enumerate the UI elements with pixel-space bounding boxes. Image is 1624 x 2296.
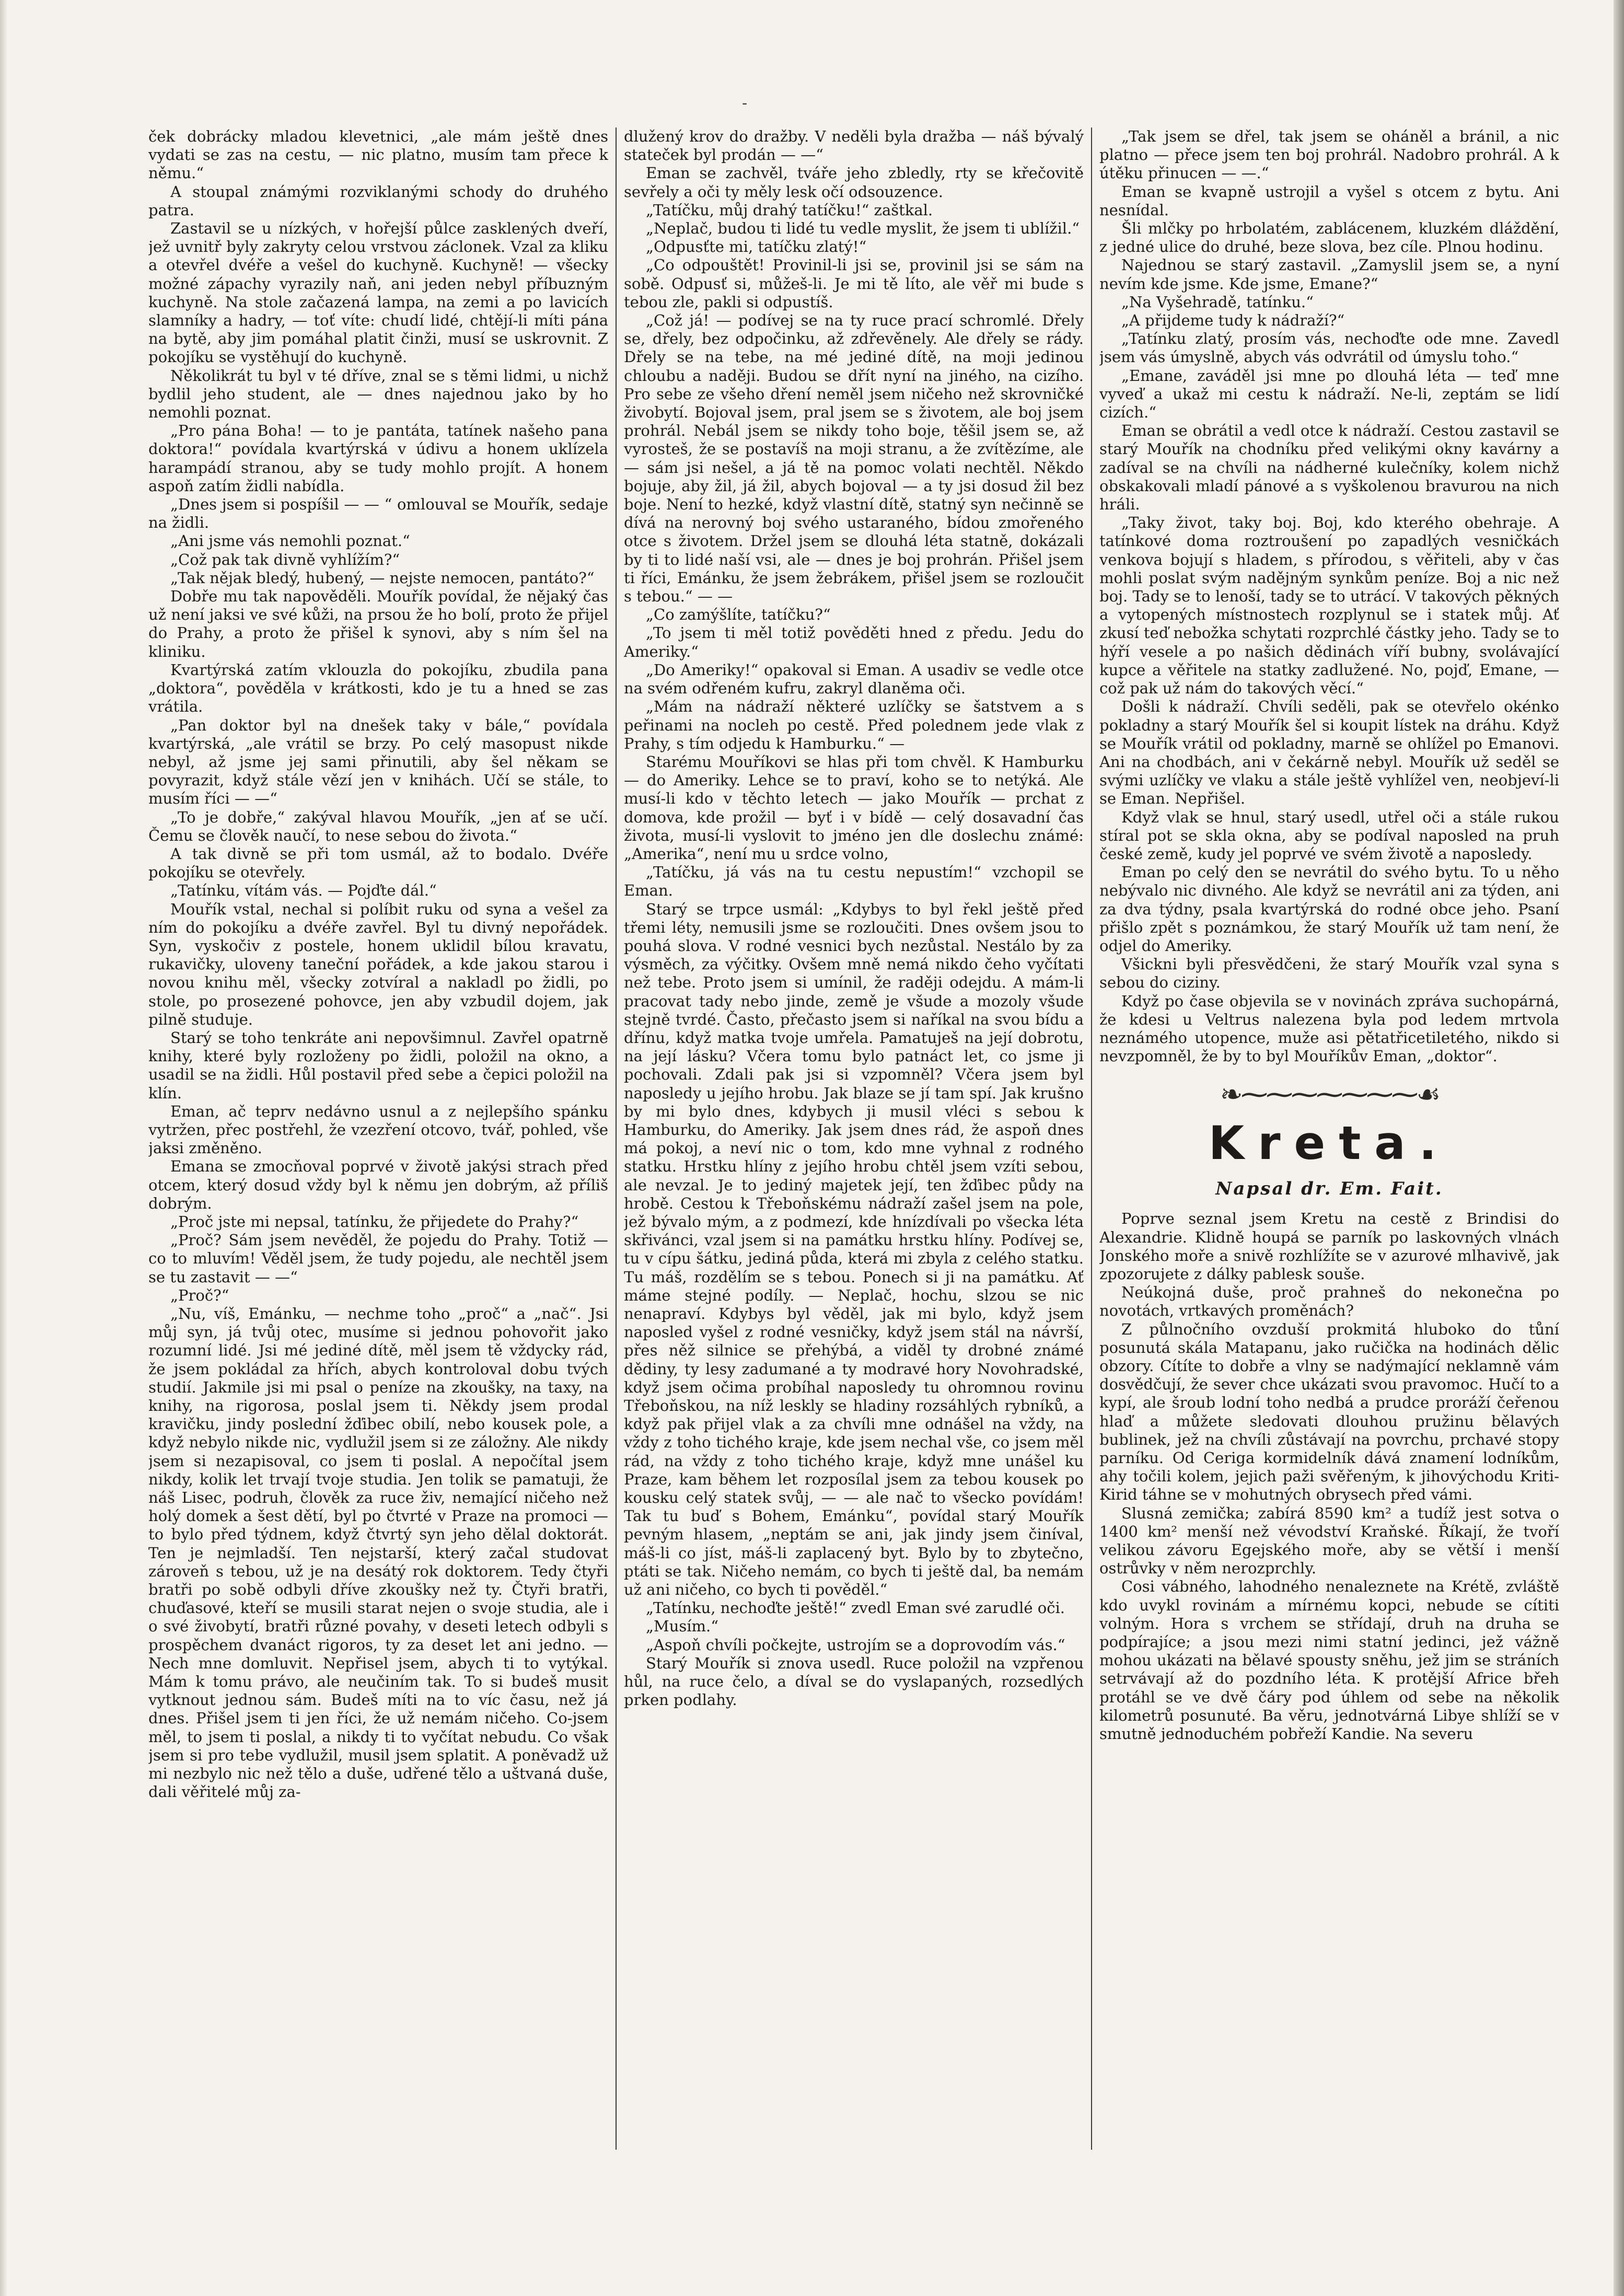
- story-paragraph: „Tak jsem se dřel, tak jsem se oháněl a bránil, a nic platno — přece jsem ten boj prohrál. Nadobro prohrál. A k útěku přinucen — —.“: [1099, 127, 1559, 182]
- story-paragraph: „Aspoň chvíli počkejte, ustrojím se a doprovodím vás.“: [646, 1636, 1065, 1654]
- story-paragraph: „Co odpouštět! Provinil-li jsi se, provinil jsi se sám na sobě. Odpusť si, můžeš-li. Je mi tě líto, ale věř mi bude s tebou zle, pakli si odpustíš.: [624, 256, 1084, 311]
- story-continuation: [1099, 127, 1559, 1065]
- story-paragraph: Eman se obrátil a vedl otce k nádraží. Cestou zastavil se starý Mouřík na chodníku před velikými okny kavárny a zadíval se na chvíli na nádherné kulečníky, kolem nichž obskakovali mladí pánové a s vyškolenou bravurou na nich hráli.: [1099, 422, 1559, 514]
- story-paragraph: „Tatínku, vítám vás. — Pojďte dál.“: [170, 882, 437, 900]
- story-paragraph: „Taky život, taky boj. Boj, kdo kterého obehraje. A tatínkové doma roztroušení po zapadlých vesničkách venkova bojují s hladem, s přírodou, s věřiteli, aby v čas mohli poslat svým nadějným synkům peníze. Boj a nic než boj. Tady se to lenoší, tady se to utrácí. V takových pěkných a vytopených místnostech rozplynul se i statek můj. Ať zkusí teď nebožka schytati rozprchlé částky jeho. Tady se to hýří vesele a po našich dědinách víří bubny, svolávající kupce a věřitele na statky zadlužené. No, pojď, Emane, — což pak už nám do takových věcí.“: [1099, 514, 1559, 698]
- story-paragraph: „Emane, zaváděl jsi mne po dlouhá léta — teď mne vyveď a ukaž mi cestu k nádraží. Ne-li, zeptám se lidí cizích.“: [1099, 366, 1559, 422]
- page-edge-right: [1614, 0, 1624, 2296]
- story-paragraph: „Proč jste mi nepsal, tatínku, že přijedete do Prahy?“: [170, 1212, 579, 1231]
- story-paragraph: A tak divně se při tom usmál, až to bodalo. Dvéře pokojíku se otevřely.: [148, 844, 608, 882]
- kreta-paragraph: Cosi vábného, lahodného nenaleznete na Krétě, zvláště kdo uvykl rovinám a mírnému kopci, nebude se cítiti volným. Hora s vrchem se střídají, druh na druha se podpírajíce; a jsou mezi nimi statní jedinci, jež vážně mohou ukázati na bělavé spousty sněhu, jež jim se stráních setrvávají až do pozdního léta. K protější Africe břeh protáhl se ve dvě čáry pod úhlem od sebe na několik kilometrů posunuté. Ba věru, jednotvárná Libye shlíží se v smutně jednoduchém pobřeží Kandie. Na severu: [1099, 1578, 1559, 1743]
- story-paragraph: „Což pak tak divně vyhlížím?“: [170, 550, 400, 569]
- story-paragraph: Když vlak se hnul, starý usedl, utřel oči a stále rukou stíral pot se skla okna, aby se podíval naposled na pruh české země, kudy jel poprvé ve svém životě a naposledy.: [1099, 808, 1559, 863]
- story-paragraph: „Tatínku zlatý, prosím vás, nechoďte ode mne. Zavedl jsem vás úmyslně, abych vás odvrátil od úmyslu toho.“: [1099, 330, 1559, 366]
- story-paragraph: Najednou se starý zastavil. „Zamyslil jsem se, a nyní nevím kde jsme. Kde jsme, Emane?“: [1099, 256, 1559, 293]
- story-paragraph: Zastavil se u nízkých, v hořejší půlce zasklených dveří, jež uvnitř byly zakryty celou vrstvou záclonek. Vzal za kliku a otevřel dvéře a vešel do kuchyně. Kuchyně! — všecky možné zápachy vyrazily naň, ani jeden nebyl příbuzným kuchyně. Na stole začazená lampa, na zemi a po lavicích slamníky a hadry, — toť víte: chudí lidé, chtějí-li míti pána na bytě, aby jim pomáhal platit činži, musí se uskrovnit. Z pokojíku se vystěhují do kuchyně.: [148, 219, 608, 366]
- story-paragraph: Starý se trpce usmál: „Kdybys to byl řekl ještě před třemi léty, nemusili jsme se rozloučiti. Dnes ovšem jsou to pouhá slova. V rodné vesnici bych nezůstal. Nestálo by za výsměch, za výčitky. Ovšem mně nemá nikdo čeho vyčítati než tebe. Proto jsem si umínil, že raději odejdu. A mám-li pracovat tady nebo jinde, země je všude a mozoly všude stejně tvrdé. Často, přečasto jsem si naříkal na svou bídu a dřínu, když matka tvoje umřela. Pamatuješ na její dobrotu, na její lásku? Včera tomu bylo patnáct let, co jsme ji pochovali. Zdali pak jsi si vzpomněl? Včera jsem byl naposledy u jejího hrobu. Jak blaze se jí tam spí. Jak krušno by mi bylo dnes, kdybych ji musil vléci s sebou k Hamburku, do Ameriky. Jak jsem dnes rád, že aspoň dnes má pokoj, a neví nic o tom, kdo mne vyhnal z rodného statku. Hrstku hlíny z jejího hrobu chtěl jsem vzíti sebou, ale nevzal. Je to jediný majetek její, ten žďibec půdy na hrobě. Cestou k Třeboňskému nádraží zašel jsem na pole, jež bývalo mým, a z podmezí, kde hnízdívali po všecka léta skřivánci, vzal jsem si na památku hrstku hlíny. Podívej se, tu v cípu šátku, jediná půda, která mi zbyla z celého statku. Tu máš, rozdělím se s tebou. Ponech si ji na památku. Ať máme stejné podíly. — Neplač, hochu, slzou se nic nenapraví. Kdybys byl věděl, jak mi bylo, když jsem naposled vyšel z rodné vesničky, když jsem stál na návrší, přes něž silnice se přehýbá, a viděl ty drobné známé dědiny, ty lesy zadumané a ty modravé hory Novohradské, když jsem očima probíhal naposledy tu ohromnou rovinu Třeboňskou, na níž leskly se hladiny rozsáhlých rybníků, a když pak přijel vlak a za chvíli mne odnášel na vždy, na vždy z toho tichého kraje, kde jsem nechal vše, co jsem měl rád, na vždy z toho tichého kraje, když mne unášel ku Praze, kam během let rozposílal jsem za tebou kousek po kousku celý statek svůj, — — ale nač to všecko povídám! Tak tu buď s Bohem, Emánku“, povídal starý Mouřík pevným hlasem, „neptám se ani, jak jindy jsem činíval, máš-li co jíst, máš-li zaplacený byt. Bylo by to zbytečno, ptáti se tak. Ničeho nemám, co bych ti ještě dal, ba nemám už ani ničeho, co bych ti pověděl.“: [624, 900, 1084, 1599]
- story-paragraph: „Musím.“: [646, 1617, 719, 1636]
- kreta-paragraph: Slusná zemička; zabírá 8590 km² a tudíž jest sotva o 1400 km² menší než vévodství Kraňské. Říkají, že tvoří velikou závoru Egejského moře, aby se větší i menší ostrůvky v něm nerozprchly.: [1099, 1504, 1559, 1578]
- story-paragraph: ček dobrácky mladou klevetnici, „ale mám ještě dnes vydati se zas na cestu, — nic platno, musím tam přece k němu.“: [148, 127, 608, 182]
- section-ornament: ❧⁓⁓⁓⁓⁓⁓⁓☙: [1220, 1079, 1439, 1111]
- story-paragraph: Eman se zachvěl, tváře jeho zbledly, rty se křečovitě sevřely a oči ty měly lesk očí odsouzence.: [624, 164, 1084, 201]
- story-paragraph: „Na Vyšehradě, tatínku.“: [1121, 293, 1314, 311]
- story-paragraph: Starému Mouříkovi se hlas při tom chvěl. K Hamburku — do Ameriky. Lehce se to praví, koho se to netýká. Ale musí-li kdo v těchto letech — jako Mouřík — prchat z domova, kde prožil — byť i v bídě — celý dosavadní čas života, musí-li vyslovit to jméno jen dle doslechu známé: „Amerika“, není mu u srdce volno,: [624, 752, 1084, 863]
- story-paragraph: Eman, ač teprv nedávno usnul a z nejlepšího spánku vytržen, přec postřehl, že vzezření otcovo, tvář, pohled, vše jaksi změněno.: [148, 1102, 608, 1157]
- story-paragraph: Mouřík vstal, nechal si políbit ruku od syna a vešel za ním do pokojíku a dvéře zavřel. Byl tu divný nepořádek. Syn, vyskočiv z postele, honem uklidil bílou kravatu, rukavičky, uloveny taneční pořádek, a kde jakou starou i novou knihu měl, všecky zotvíral a nakladl po židli, po stole, po prosezené pohovce, jen aby vzbudil dojem, jak pilně studuje.: [148, 900, 608, 1028]
- story-paragraph: „Což já! — podívej se na ty ruce prací schromlé. Dřely se, dřely, bez odpočinku, až zdřevěnely. Ale dřely se rády. Dřely se na tebe, na mé jediné dítě, na moji jedinou chloubu a naději. Budou se dřít nyní na jiného, na cizího. Pro sebe ze všeho dření neměl jsem ničeho než skrovničké živobytí. Bojoval jsem, pral jsem se s životem, ale boj jsem prohrál. Nebál jsem se nikdy toho boje, těšil jsem se, až vyrosteš, že se postavíš na moji stranu, a že zvítězíme, ale — sám jsi nešel, a já tě na pomoc volati nechtěl. Někdo bojuje, aby žil, já žil, abych bojoval — a ty jsi dosud žil bez boje. Není to hezké, když vlastní dítě, statný syn nečinně se dívá na nerovný boj svého ustaraného, bídou zmořeného otce s životem. Držel jsem se dlouhá léta statně, dokázali by ti to lidé naší vsi, ale — dnes je boj prohrán. Přišel jsem ti říci, Emánku, že jsem žebrákem, přišel jsem se rozloučit s tebou.“ — —: [624, 311, 1084, 606]
- story-paragraph: „Proč?“: [170, 1286, 229, 1304]
- story-paragraph: Eman se kvapně ustrojil a vyšel s otcem z bytu. Ani nesnídal.: [1099, 182, 1559, 219]
- story-paragraph: Emana se zmocňoval poprvé v životě jakýsi strach před otcem, který dosud vždy byl k němu jen dobrým, až příliš dobrým.: [148, 1157, 608, 1212]
- story-paragraph: „Ani jsme vás nemohli poznat.“: [170, 532, 410, 550]
- story-paragraph: A stoupal známými rozviklanými schody do druhého patra.: [148, 182, 608, 219]
- story-paragraph: „Neplač, budou ti lidé tu vedle myslit, že jsem ti ublížil.“: [646, 219, 1080, 238]
- story-paragraph: „Proč? Sám jsem nevěděl, že pojedu do Prahy. Totiž — co to mluvím! Věděl jsem, že tudy pojedu, ale nechtěl jsem se tu zastavit — —“: [148, 1231, 608, 1286]
- print-mark: -: [742, 94, 748, 112]
- story-paragraph: „Tatíčku, já vás na tu cestu nepustím!“ vzchopil se Eman.: [624, 863, 1084, 900]
- column-2: [624, 127, 1084, 2165]
- column-1: [148, 127, 608, 2165]
- story-paragraph: „To je dobře,“ zakýval hlavou Mouřík, „jen ať se učí. Čemu se člověk naučí, to nese sebou do života.“: [148, 808, 608, 844]
- article-byline: Napsal dr. Em. Fait.: [1215, 1178, 1443, 1200]
- kreta-article-body: [1099, 1210, 1559, 1743]
- kreta-paragraph: Poprve seznal jsem Kretu na cestě z Brindisi do Alexandrie. Klidně houpá se parník po laskovných vlnách Jonského moře a snivě rozhlížíte se v azurové mlhavivě, jak zpozorujete z dálky pablesk souše.: [1099, 1210, 1559, 1283]
- story-paragraph: Když po čase objevila se v novinách zpráva suchopárná, že kdesi u Veltrus nalezena byla pod ledem mrtvola neznámého utopence, muže asi pětatřicetiletého, nikdo si nevzpomněl, že by to byl Mouříkův Eman, „doktor“.: [1099, 992, 1559, 1065]
- story-paragraph: „To jsem ti měl totiž pověděti hned z předu. Jedu do Ameriky.“: [624, 624, 1084, 660]
- story-paragraph: „Do Ameriky!“ opakoval si Eman. A usadiv se vedle otce na svém odřeném kufru, zakryl dlaněma oči.: [624, 660, 1084, 698]
- story-paragraph: Dobře mu tak napověděli. Mouřík povídal, že nějaký čas už není jaksi ve své kůži, na prsou že ho bolí, proto že přijel do Prahy, a proto že přišel k synovi, aby s ním šel na kliniku.: [148, 587, 608, 660]
- story-paragraph: „Nu, víš, Emánku, — nechme toho „proč“ a „nač“. Jsi můj syn, já tvůj otec, musíme si jednou pohovořit jako rozumní lidé. Jsi mé jediné dítě, měl jsem tě vždycky rád, že jsem pokládal za hřích, abych kontroloval dobu tvých studií. Jakmile jsi mi psal o peníze na zkoušky, na taxy, na knihy, na rigorosa, poslal jsem ti. Někdy jsem prodal kravičku, jindy poslední žďibec obilí, nebo kousek pole, a když nebylo nikde nic, vydlužil jsem si ze záložny. Ale nikdy jsem si nezapisoval, co jsem ti poslal. A nepočítal jsem nikdy, kolik let trvají tvoje studia. Jen tolik se pamatuji, že náš Lisec, podruh, člověk za ruce živ, nemající ničeho než holý domek a šest dětí, byl po čtvrté v Praze na promoci — to bylo před týdnem, když čtvrtý syn jeho dělal doktorát. Ten je nejmladší. Ten nejstarší, který začal studovat zároveň s tebou, už je na desátý rok doktorem. Tedy čtyři bratři po sobě odbyli dříve zkoušky než ty. Čtyři bratři, chuďasové, kteří se musili starat nejen o svoje studia, ale i o své živobytí, bratři různé povahy, v deseti letech odbyli s prospěchem dvanáct rigoros, ty za deset let ani jedno. — Nech mne domluvit. Nepřisel jsem, abych ti to vytýkal. Mám k tomu právo, ale neučiním tak. To si budeš musit vytknout jednou sám. Budeš míti na to víc času, než já dnes. Přišel jsem ti jen říci, že už nemám ničeho. Co-jsem měl, to jsem ti poslal, a nikdy ti to vyčítat nebudu. Co však jsem si pro tebe vydlužil, musil jsem splatit. A poněvadž už mi nezbylo nic než tělo a duše, udřené tělo a uštvaná duše, dali věřitelé můj za-: [148, 1305, 608, 1801]
- page-shadow-left: [0, 0, 7, 2296]
- story-paragraph: Šli mlčky po hrbolatém, zablácenem, kluzkém dláždění, z jedné ulice do druhé, beze slova, bez cíle. Plnou hodinu.: [1099, 219, 1559, 256]
- story-paragraph: „Odpusťte mi, tatíčku zlatý!“: [646, 238, 867, 256]
- story-paragraph: „A přijdeme tudy k nádraží?“: [1121, 311, 1345, 330]
- kreta-paragraph: Neúkojná duše, proč prahneš do nekonečna po novotách, vrtkavých proměnách?: [1099, 1283, 1559, 1320]
- story-paragraph: „Tatíčku, můj drahý tatíčku!“ zaštkal.: [646, 201, 933, 219]
- kreta-paragraph: Z půlnočního ovzduší prokmitá hluboko do tůní posunutá skála Matapanu, jako ručička na hodinách dělic obzory. Cítíte to dobře a vlny se nadýmající neklamně vám dosvědčují, že sever chce ukázati svou pravomoc. Hučí to a kypí, ale šroub lodní toho nedbá a prudce proráží čeřenou hlaď a můžete sledovati dlouhou pružinu bělavých bublinek, jež na chvíli zůstávají na povrchu, prchavé stopy parníku. Od Ceriga kormidelník dává znamení lodníkům, ahy točili kolem, jejich paži svěřeným, k jihovýchodu Kriti-Kirid táhne se v mohutných obrysech před vámi.: [1099, 1320, 1559, 1504]
- story-paragraph: Došli k nádraží. Chvíli seděli, pak se otevřelo okénko pokladny a starý Mouřík šel si koupit lístek na dráhu. Když se Mouřík vrátil od pokladny, marně se ohlížel po Emanovi. Ani na chodbách, ani v čekárně nebyl. Mouřík už seděl se svými uzlíčky ve vlaku a stále ještě vyhlížel ven, neobjeví-li se Eman. Nepřišel.: [1099, 698, 1559, 808]
- story-paragraph: „Tak nějak bledý, hubený, — nejste nemocen, pantáto?“: [170, 569, 595, 587]
- story-paragraph: „Dnes jsem si pospíšil — — “ omlouval se Mouřík, sedaje na židli.: [148, 495, 608, 532]
- story-paragraph: Kvartýrská zatím vklouzla do pokojíku, zbudila pana „doktora“, pověděla v krátkosti, kdo je tu a hned se zas vrátila.: [148, 660, 608, 716]
- story-paragraph: „Co zamýšlíte, tatíčku?“: [646, 606, 831, 624]
- story-paragraph: „Pan doktor byl na dnešek taky v bále,“ povídala kvartýrská, „ale vrátil se brzy. Po celý masopust nikde nebyl, až jsme jej sami přinutili, aby šel někam se povyrazit, když stále vězí jen v knihách. Učí se stále, to musím říci — —“: [148, 716, 608, 808]
- story-paragraph: Eman po celý den se nevrátil do svého bytu. To u něho nebývalo nic divného. Ale když se nevrátil ani za týden, ani za dva týdny, psala kvartýrská do rodné obce jeho. Psaní přišlo zpět s poznámkou, že starý Mouřík už tam není, že odjel do Ameriky.: [1099, 863, 1559, 955]
- story-paragraph: Několikrát tu byl v té dříve, znal se s těmi lidmi, u nichž bydlil jeho student, ale — dnes najednou jako by ho nemohli poznat.: [148, 366, 608, 422]
- story-paragraph: Starý se toho tenkráte ani nepovšimnul. Zavřel opatrně knihy, které byly rozloženy po židli, položil na okno, a usadil se na židli. Hůl postavil před sebe a čepici položil na klín.: [148, 1028, 608, 1102]
- newspaper-columns: [148, 127, 1559, 2165]
- story-paragraph: „Mám na nádraží některé uzlíčky se šatstvem a s peřinami na nocleh po cestě. Před polednem jede vlak z Prahy, s tím odjedu k Hamburku.“ —: [624, 698, 1084, 752]
- column-3: [1099, 127, 1559, 2165]
- story-paragraph: Starý Mouřík si znova usedl. Ruce položil na vzpřenou hůl, na ruce čelo, a díval se do vyslapaných, rozsedlých prken podlahy.: [624, 1654, 1084, 1709]
- story-paragraph: „Tatínku, nechoďte ještě!“ zvedl Eman své zarudlé oči.: [646, 1599, 1065, 1617]
- story-paragraph: dlužený krov do dražby. V neděli byla dražba — náš bývalý stateček byl prodán — —“: [624, 127, 1084, 164]
- story-paragraph: „Pro pána Boha! — to je pantáta, tatínek našeho pana doktora!“ povídala kvartýrská v údivu a honem uklízela harampádí stranou, aby se tudy mohlo projít. A honem aspoň zatím židli nabídla.: [148, 422, 608, 495]
- article-title: Kreta.: [1208, 1116, 1451, 1170]
- story-paragraph: Všickni byli přesvědčeni, že starý Mouřík vzal syna s sebou do ciziny.: [1099, 955, 1559, 992]
